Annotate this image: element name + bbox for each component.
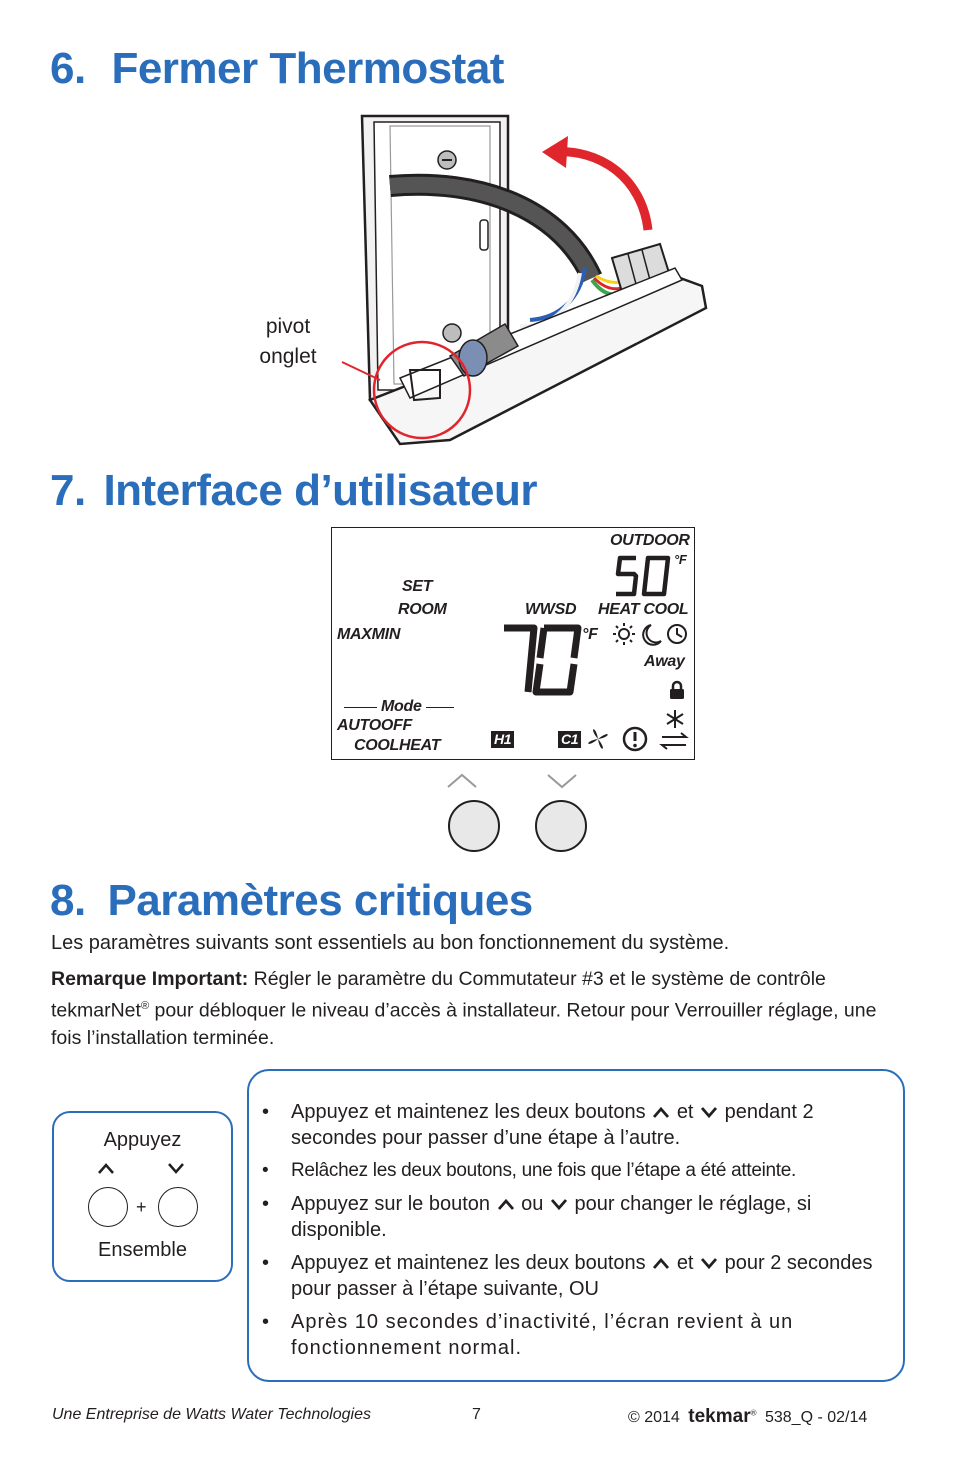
lcd-h1-badge: H1	[491, 731, 514, 748]
section-7-title: Interface d’utilisateur	[103, 466, 537, 515]
note-text-1: Régler le paramètre du Commutateur #3 et le système de contrôle tekmarNet	[51, 968, 826, 1022]
pivot-tab-label	[254, 312, 322, 372]
pivot-label: pivot	[265, 315, 311, 338]
lcd-room-unit: °F	[582, 626, 598, 643]
down-button[interactable]	[535, 800, 587, 852]
section-8-intro: Les paramètres suivants sont essentiels au bon fonctionnement du système.	[51, 932, 730, 954]
chevron-up-icon	[444, 772, 480, 790]
chevron-up-icon	[651, 1105, 671, 1119]
lcd-outdoor-unit: °F	[674, 552, 687, 567]
note-text-2: pour débloquer le niveau d’accès à installateur. Retour pour Verrouiller réglage, une fois l’installation terminée.	[51, 999, 877, 1049]
chevron-up-icon	[651, 1256, 671, 1270]
lcd-c1-badge: C1	[558, 731, 581, 748]
snowflake-icon	[667, 710, 683, 728]
section-6-title: Fermer Thermostat	[111, 44, 504, 93]
chevron-down-icon	[166, 1161, 186, 1175]
chevron-up-icon	[496, 1197, 516, 1211]
lcd-outdoor-label: OUTDOOR	[610, 532, 690, 549]
list-item: • Appuyez sur le bouton ou pour changer le réglage, si disponible.	[262, 1193, 812, 1241]
lock-icon	[668, 680, 686, 700]
sun-icon	[613, 623, 635, 645]
instructions-box	[247, 1069, 905, 1382]
up-button[interactable]	[448, 800, 500, 852]
list-item: • Appuyez et maintenez les deux boutons et pendant 2 secondes pour passer d’une étape à l’autre.	[262, 1101, 814, 1149]
section-8-title: Paramètres critiques	[107, 876, 533, 925]
footer-company: Une Entreprise de Watts Water Technologies	[52, 1406, 371, 1423]
up-button-diagram	[88, 1187, 128, 1227]
chevron-up-icon	[96, 1161, 116, 1175]
lcd-set-label: SET	[402, 578, 433, 595]
instructions-list	[253, 1099, 887, 1361]
clock-icon	[668, 625, 686, 643]
lcd-max-min-label: MAXMIN	[337, 626, 401, 643]
tab-label: onglet	[259, 345, 317, 368]
fan-icon	[588, 729, 608, 749]
section-7-heading	[50, 466, 537, 516]
press-both-buttons-box	[52, 1111, 233, 1282]
lcd-schedule-icons	[613, 622, 689, 646]
section-7-number: 7.	[50, 466, 86, 515]
section-8-heading	[50, 876, 533, 926]
section-8-number: 8.	[50, 876, 86, 925]
page-number: 7	[472, 1406, 481, 1423]
together-label: Ensemble	[98, 1239, 187, 1261]
lcd-away-label: Away	[644, 653, 685, 670]
lcd-cool-heat-label: COOLHEAT	[354, 737, 441, 754]
list-item: • Appuyez et maintenez les deux boutons et pour 2 secondes pour passer à l’étape suivante, OU	[262, 1252, 873, 1300]
lcd-mode-label: Mode	[377, 698, 426, 716]
list-item: • Relâchez les deux boutons, une fois que l’étape a été atteinte.	[262, 1160, 797, 1181]
chevron-down-icon	[549, 1197, 569, 1211]
lcd-wwsd-label: WWSD	[525, 601, 577, 618]
alert-icon	[624, 728, 646, 750]
brand-registered-mark: ®	[750, 1408, 757, 1418]
copyright-year: © 2014	[628, 1409, 680, 1426]
press-label: Appuyez	[103, 1129, 182, 1151]
footer-copyright	[628, 1406, 867, 1428]
document-code: 538_Q - 02/14	[764, 1409, 868, 1426]
lcd-auto-off-label: AUTOOFF	[337, 717, 412, 734]
lcd-room-label: ROOM	[398, 601, 447, 618]
thermostat-closing-illustration	[330, 108, 720, 448]
plus-sign: +	[136, 1197, 147, 1217]
lcd-room-temperature	[498, 620, 582, 700]
section-6-heading	[50, 44, 504, 94]
section-8-note	[51, 966, 906, 1052]
lcd-heat-cool-label: HEAT COOL	[598, 601, 689, 618]
section-6-number: 6.	[50, 44, 86, 93]
exchange-arrows-icon	[662, 733, 686, 749]
chevron-down-icon	[699, 1105, 719, 1119]
tekmar-logo: tekmar	[688, 1406, 751, 1427]
lcd-status-icons	[586, 708, 692, 754]
down-button-diagram	[158, 1187, 198, 1227]
lcd-display	[331, 527, 695, 760]
list-item: • Après 10 secondes d’inactivité, l’écran revient à un fonctionnement normal.	[262, 1311, 794, 1359]
chevron-down-icon	[699, 1256, 719, 1270]
lcd-outdoor-temperature	[614, 554, 674, 598]
note-label: Remarque Important:	[51, 968, 249, 990]
registered-mark: ®	[140, 1000, 150, 1012]
chevron-down-icon	[544, 772, 580, 790]
moon-icon	[643, 625, 661, 645]
